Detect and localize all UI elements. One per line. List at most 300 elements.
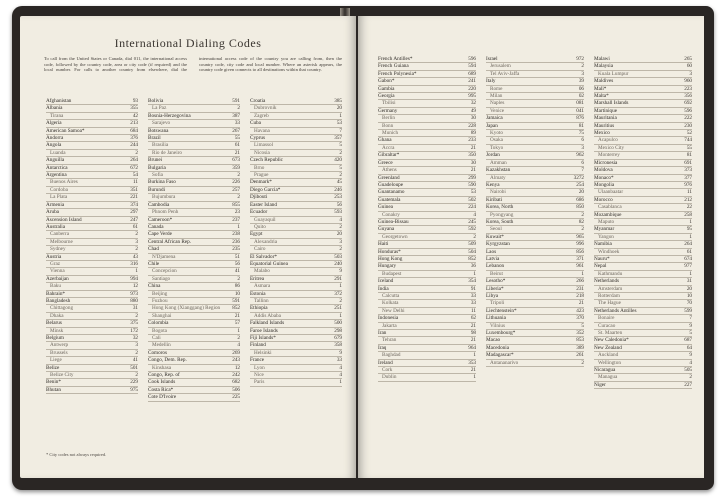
entry-name: Tel Aviv-Jaffa bbox=[490, 70, 520, 77]
entry-code: 1 bbox=[689, 233, 692, 240]
country-entry bbox=[46, 291, 138, 298]
entry-name: Mali* bbox=[594, 85, 607, 92]
right-column-2 bbox=[486, 56, 584, 464]
country-entry bbox=[594, 123, 692, 130]
entry-name: Windhoek bbox=[598, 248, 620, 255]
entry-code: 1 bbox=[339, 112, 342, 119]
entry-name: Bolivia bbox=[148, 98, 164, 104]
entry-code: 1 bbox=[339, 283, 342, 290]
entry-name: Easter Island bbox=[250, 201, 277, 208]
country-entry bbox=[378, 93, 476, 100]
country-entry bbox=[594, 382, 692, 389]
country-entry bbox=[46, 335, 138, 342]
entry-name: Tripoli bbox=[490, 300, 505, 307]
entry-name: Kiribati bbox=[486, 196, 503, 203]
city-entry bbox=[250, 268, 342, 275]
entry-name: Egypt bbox=[250, 231, 263, 238]
city-entry bbox=[46, 150, 138, 157]
entry-name: Baghdad bbox=[382, 352, 401, 359]
entry-code: 351 bbox=[130, 186, 138, 193]
entry-name: Afghanistan bbox=[46, 98, 72, 104]
city-entry bbox=[594, 360, 692, 367]
entry-code: 57 bbox=[234, 320, 240, 327]
entry-code: 420 bbox=[334, 157, 342, 164]
entry-name: Central African Rep. bbox=[148, 238, 192, 245]
city-entry bbox=[46, 194, 138, 201]
country-entry bbox=[378, 71, 476, 78]
entry-name: Botswana bbox=[148, 127, 169, 134]
entry-code: 3272 bbox=[573, 174, 584, 181]
city-entry bbox=[46, 328, 138, 335]
entry-code: 590 bbox=[468, 181, 476, 188]
country-entry bbox=[148, 372, 240, 379]
city-entry bbox=[250, 142, 342, 149]
entry-name: Casablanca bbox=[598, 204, 622, 211]
entry-name: Kuala Lumpur bbox=[598, 70, 629, 77]
country-entry bbox=[46, 276, 138, 283]
entry-code: 23 bbox=[234, 209, 240, 216]
entry-name: Paris bbox=[254, 379, 265, 386]
entry-code: 56 bbox=[336, 201, 342, 208]
country-entry bbox=[594, 160, 692, 167]
entry-name: Morocco bbox=[594, 196, 613, 203]
entry-code: 55 bbox=[686, 144, 692, 151]
entry-name: Bujumbura bbox=[152, 194, 176, 201]
entry-code: 996 bbox=[576, 241, 584, 248]
entry-code: 89 bbox=[470, 130, 476, 137]
entry-name: Lesotho* bbox=[486, 278, 506, 285]
city-entry bbox=[378, 271, 476, 278]
entry-name: Beirut bbox=[490, 270, 503, 277]
entry-code: 856 bbox=[576, 248, 584, 255]
city-entry bbox=[148, 194, 240, 201]
entry-code: 06 bbox=[578, 85, 584, 92]
country-entry bbox=[378, 78, 476, 85]
entry-name: Mongolia bbox=[594, 181, 615, 188]
entry-code: 240 bbox=[334, 260, 342, 267]
country-entry bbox=[148, 231, 240, 238]
entry-code: 264 bbox=[130, 157, 138, 164]
entry-code: 237 bbox=[232, 216, 240, 223]
entry-name: Sydney bbox=[50, 246, 66, 253]
entry-code: 02 bbox=[578, 93, 584, 100]
entry-code: 6 bbox=[581, 159, 584, 166]
country-entry bbox=[250, 98, 342, 105]
city-entry bbox=[46, 239, 138, 246]
city-entry bbox=[148, 291, 240, 298]
entry-code: 592 bbox=[468, 226, 476, 233]
city-entry bbox=[46, 372, 138, 379]
city-entry bbox=[148, 120, 240, 127]
city-entry bbox=[148, 254, 240, 261]
country-entry bbox=[148, 157, 240, 164]
country-entry bbox=[148, 283, 240, 290]
entry-name: Croatia bbox=[250, 98, 266, 104]
city-entry bbox=[594, 293, 692, 300]
entry-code: 373 bbox=[684, 167, 692, 174]
country-entry bbox=[46, 365, 138, 372]
entry-code: 213 bbox=[130, 120, 138, 127]
entry-name: Yangon bbox=[598, 233, 614, 240]
city-entry bbox=[250, 217, 342, 224]
city-entry bbox=[486, 160, 584, 167]
entry-code: 56 bbox=[234, 260, 240, 267]
city-entry bbox=[46, 357, 138, 364]
city-entry bbox=[378, 300, 476, 307]
entry-name: Brussels bbox=[50, 349, 68, 356]
entry-code: 973 bbox=[130, 290, 138, 297]
entry-code: 687 bbox=[684, 337, 692, 344]
entry-name: Antananarivo bbox=[490, 359, 519, 366]
entry-name: Medellin bbox=[152, 342, 171, 349]
country-entry bbox=[378, 278, 476, 285]
entry-code: 53 bbox=[470, 189, 476, 196]
country-entry bbox=[46, 320, 138, 327]
entry-code: 1 bbox=[339, 312, 342, 319]
country-entry bbox=[486, 256, 584, 263]
entry-code: 377 bbox=[684, 174, 692, 181]
entry-code: 4 bbox=[473, 211, 476, 218]
city-entry bbox=[378, 323, 476, 330]
country-entry bbox=[594, 367, 692, 374]
entry-code: 374 bbox=[130, 201, 138, 208]
entry-name: Guyana bbox=[378, 226, 395, 233]
city-entry bbox=[250, 224, 342, 231]
country-entry bbox=[486, 182, 584, 189]
entry-code: 502 bbox=[468, 196, 476, 203]
country-entry bbox=[46, 298, 138, 305]
city-entry bbox=[148, 313, 240, 320]
entry-name: Burundi bbox=[148, 186, 166, 193]
page-title: International Dialing Codes bbox=[114, 36, 262, 50]
city-entry bbox=[46, 283, 138, 290]
entry-code: 10 bbox=[686, 293, 692, 299]
entry-name: Cyprus bbox=[250, 135, 265, 142]
entry-code: 850 bbox=[576, 204, 584, 211]
country-entry bbox=[486, 167, 584, 174]
entry-name: Belize City bbox=[50, 372, 74, 379]
entry-name: Czech Republic bbox=[250, 157, 283, 164]
entry-name: Belize bbox=[46, 364, 60, 371]
country-entry bbox=[148, 387, 240, 394]
entry-code: 244 bbox=[130, 142, 138, 149]
entry-code: 2 bbox=[339, 149, 342, 156]
entry-name: Gambia bbox=[378, 85, 395, 92]
entry-name: French Guiana bbox=[378, 63, 409, 70]
city-entry bbox=[486, 212, 584, 219]
entry-name: Azerbaijan bbox=[46, 275, 69, 282]
entry-name: Mozambique bbox=[594, 211, 622, 218]
entry-name: Nauru* bbox=[594, 255, 610, 262]
entry-code: 41 bbox=[132, 357, 138, 364]
entry-name: Vienna bbox=[50, 268, 65, 275]
city-entry bbox=[46, 187, 138, 194]
city-entry bbox=[148, 335, 240, 342]
entry-name: Dubrovnik bbox=[254, 105, 277, 112]
entry-code: 1 bbox=[339, 379, 342, 386]
entry-code: 3 bbox=[689, 70, 692, 77]
entry-name: Seoul bbox=[490, 226, 502, 233]
entry-name: Gabon* bbox=[378, 78, 395, 85]
entry-code: 5 bbox=[339, 142, 342, 149]
entry-name: Faroe Islands bbox=[250, 327, 278, 334]
entry-code: 975 bbox=[130, 386, 138, 393]
entry-name: Calcutta bbox=[382, 293, 400, 299]
entry-name: Nepal bbox=[594, 263, 607, 270]
entry-name: Honduras* bbox=[378, 248, 401, 255]
entry-name: Shanghai bbox=[152, 312, 172, 319]
entry-name: Micronesia bbox=[594, 159, 618, 166]
entry-name: Acapulco bbox=[598, 137, 618, 144]
country-entry bbox=[250, 342, 342, 349]
entry-code: 7 bbox=[689, 315, 692, 322]
city-entry bbox=[378, 308, 476, 315]
entry-code: 2 bbox=[237, 275, 240, 282]
country-entry bbox=[148, 113, 240, 120]
city-entry bbox=[486, 189, 584, 196]
entry-name: Costa Rica* bbox=[148, 386, 174, 393]
entry-code: 20 bbox=[578, 189, 584, 196]
entry-name: Luxembourg* bbox=[486, 330, 516, 337]
entry-name: Netherlands Antilles bbox=[594, 307, 637, 314]
entry-code: 2 bbox=[135, 372, 138, 379]
entry-name: Phnom Penh bbox=[152, 209, 179, 216]
city-entry bbox=[148, 105, 240, 112]
entry-name: Monaco* bbox=[594, 174, 614, 181]
entry-code: 389 bbox=[576, 344, 584, 351]
entry-code: 853 bbox=[576, 337, 584, 344]
entry-code: 61 bbox=[686, 248, 692, 255]
city-entry bbox=[250, 313, 342, 320]
entry-name: Brunei bbox=[148, 157, 163, 164]
entry-code: 501 bbox=[130, 364, 138, 371]
entry-code: 855 bbox=[232, 201, 240, 208]
entry-name: Milan bbox=[490, 93, 503, 100]
entry-name: Colombia bbox=[148, 320, 169, 327]
entry-code: 4 bbox=[339, 372, 342, 379]
entry-name: Malaysia bbox=[594, 63, 614, 70]
left-column-2 bbox=[148, 98, 240, 438]
country-entry bbox=[378, 175, 476, 182]
entry-name: Cape Verde bbox=[148, 231, 172, 238]
country-entry bbox=[486, 337, 584, 344]
country-entry bbox=[46, 254, 138, 261]
country-entry bbox=[486, 293, 584, 300]
entry-code: 225 bbox=[232, 394, 240, 401]
entry-name: Luanda bbox=[50, 149, 66, 156]
city-entry bbox=[46, 261, 138, 268]
country-entry bbox=[594, 100, 692, 107]
entry-code: 977 bbox=[684, 263, 692, 270]
entry-name: Budapest bbox=[382, 270, 402, 277]
country-entry bbox=[486, 197, 584, 204]
entry-code: 1 bbox=[473, 352, 476, 359]
entry-code: 298 bbox=[334, 327, 342, 334]
entry-code: 251 bbox=[334, 305, 342, 312]
entry-code: 31 bbox=[686, 278, 692, 285]
country-entry bbox=[250, 276, 342, 283]
entry-code: 62 bbox=[470, 315, 476, 322]
entry-name: Asmara bbox=[254, 283, 271, 290]
country-entry bbox=[148, 98, 240, 105]
entry-name: Congo, Dem. Rep. bbox=[148, 357, 187, 364]
entry-name: Bogota bbox=[152, 327, 167, 334]
entry-name: Eritrea bbox=[250, 275, 265, 282]
entry-name: Helsinki bbox=[254, 349, 272, 356]
entry-code: 965 bbox=[576, 233, 584, 240]
entry-name: Brno bbox=[254, 164, 265, 171]
entry-name: Graz bbox=[50, 260, 61, 267]
entry-code: 297 bbox=[130, 209, 138, 216]
entry-code: 9 bbox=[689, 322, 692, 329]
country-entry bbox=[250, 120, 342, 127]
city-entry bbox=[486, 226, 584, 233]
country-entry bbox=[594, 263, 692, 270]
entry-code: 30 bbox=[470, 115, 476, 122]
country-entry bbox=[486, 241, 584, 248]
city-entry bbox=[594, 152, 692, 159]
entry-name: Havana bbox=[254, 127, 270, 134]
country-entry bbox=[486, 249, 584, 256]
entry-name: Lyon bbox=[254, 364, 265, 371]
country-entry bbox=[594, 278, 692, 285]
entry-name: Cameroon* bbox=[148, 216, 173, 223]
entry-code: 972 bbox=[576, 56, 584, 62]
entry-name: N'Djamena bbox=[152, 253, 176, 260]
city-entry bbox=[378, 167, 476, 174]
country-entry bbox=[594, 345, 692, 352]
entry-code: 229 bbox=[130, 379, 138, 386]
entry-code: 5 bbox=[581, 322, 584, 329]
entry-code: 976 bbox=[684, 181, 692, 188]
entry-name: India bbox=[378, 285, 389, 292]
entry-name: Guadeloupe bbox=[378, 181, 404, 188]
entry-name: Wellington bbox=[598, 359, 621, 366]
entry-code: 226 bbox=[232, 179, 240, 186]
entry-code: 291 bbox=[334, 275, 342, 282]
entry-code: 876 bbox=[576, 115, 584, 122]
entry-name: Monterrey bbox=[598, 152, 620, 159]
entry-code: 41 bbox=[234, 268, 240, 275]
entry-name: French Antilles* bbox=[378, 56, 413, 62]
entry-name: Minsk bbox=[50, 327, 64, 334]
city-entry bbox=[378, 130, 476, 137]
entry-name: Germany bbox=[378, 107, 398, 114]
entry-code: 2 bbox=[135, 349, 138, 356]
entry-name: Burkina Faso bbox=[148, 179, 176, 186]
entry-code: 505 bbox=[684, 367, 692, 374]
entry-name: Curacao bbox=[598, 322, 616, 329]
entry-code: 1 bbox=[135, 268, 138, 275]
country-entry bbox=[378, 63, 476, 70]
country-entry bbox=[46, 387, 138, 394]
entry-code: 2 bbox=[339, 246, 342, 253]
entry-name: Beijing bbox=[152, 290, 168, 297]
entry-name: Athens bbox=[382, 167, 397, 174]
city-entry bbox=[594, 315, 692, 322]
country-entry bbox=[148, 135, 240, 142]
entry-name: Brasilia bbox=[152, 142, 169, 149]
country-entry bbox=[594, 78, 692, 85]
entry-name: Comoros bbox=[148, 349, 168, 356]
entry-code: 504 bbox=[468, 248, 476, 255]
entry-code: 852 bbox=[468, 255, 476, 262]
entry-name: Belgium bbox=[46, 335, 64, 341]
country-entry bbox=[594, 93, 692, 100]
country-entry bbox=[250, 209, 342, 216]
city-entry bbox=[250, 113, 342, 120]
city-entry bbox=[594, 249, 692, 256]
entry-name: Andorra bbox=[46, 135, 64, 142]
country-entry bbox=[486, 234, 584, 241]
entry-code: 82 bbox=[578, 218, 584, 225]
entry-code: 356 bbox=[684, 93, 692, 100]
country-entry bbox=[250, 305, 342, 312]
country-entry bbox=[250, 202, 342, 209]
entry-code: 81 bbox=[686, 152, 692, 159]
city-entry bbox=[486, 71, 584, 78]
country-entry bbox=[250, 291, 342, 298]
entry-name: France bbox=[250, 357, 265, 364]
entry-code: 98 bbox=[470, 330, 476, 337]
entry-code: 591 bbox=[232, 297, 240, 304]
entry-name: Cambodia bbox=[148, 201, 170, 208]
entry-name: Marshall Islands bbox=[594, 100, 629, 107]
entry-code: 21 bbox=[470, 167, 476, 174]
city-entry bbox=[486, 63, 584, 70]
city-entry bbox=[378, 367, 476, 374]
entry-name: Macao bbox=[486, 337, 501, 344]
entry-code: 5 bbox=[339, 164, 342, 171]
country-entry bbox=[250, 194, 342, 201]
entry-code: 241 bbox=[468, 78, 476, 85]
entry-name: Cuba bbox=[250, 120, 261, 127]
entry-name: Sarajevo bbox=[152, 120, 171, 127]
city-entry bbox=[148, 142, 240, 149]
country-entry bbox=[46, 217, 138, 224]
country-entry bbox=[46, 165, 138, 172]
right-page bbox=[358, 16, 704, 478]
entry-name: Berlin bbox=[382, 115, 395, 122]
city-entry bbox=[250, 298, 342, 305]
entry-code: 265 bbox=[684, 56, 692, 62]
country-entry bbox=[250, 187, 342, 194]
country-entry bbox=[378, 315, 476, 322]
city-entry bbox=[594, 352, 692, 359]
country-entry bbox=[378, 160, 476, 167]
entry-code: 31 bbox=[132, 305, 138, 312]
entry-name: Guatemala bbox=[378, 196, 401, 203]
entry-name: Malawi bbox=[594, 56, 610, 62]
entry-name: Cordoba bbox=[50, 186, 68, 193]
entry-name: Fuzhou bbox=[152, 297, 168, 304]
country-entry bbox=[594, 63, 692, 70]
entry-name: Armenia bbox=[46, 201, 65, 208]
entry-code: 12 bbox=[132, 283, 138, 290]
entry-name: Sofia bbox=[152, 172, 163, 179]
entry-code: 2 bbox=[581, 211, 584, 218]
entry-name: Bonn bbox=[382, 122, 394, 129]
entry-code: 4 bbox=[237, 342, 240, 349]
city-entry bbox=[148, 150, 240, 157]
entry-code: 61 bbox=[132, 223, 138, 230]
entry-code: 223 bbox=[684, 85, 692, 92]
entry-name: Zagreb bbox=[254, 112, 269, 119]
entry-code: 3 bbox=[581, 70, 584, 77]
city-entry bbox=[378, 145, 476, 152]
country-entry bbox=[378, 360, 476, 367]
entry-name: Liege bbox=[50, 357, 62, 364]
